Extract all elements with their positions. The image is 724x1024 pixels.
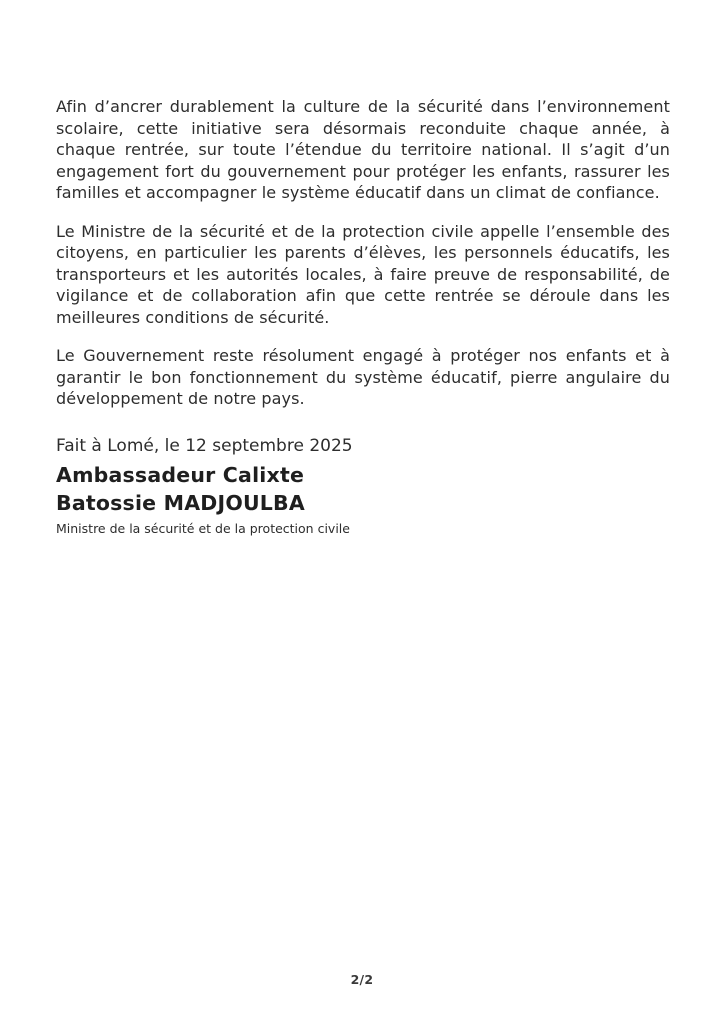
date-place-line: Fait à Lomé, le 12 septembre 2025 [56, 435, 353, 456]
paragraph-commitment: Afin d’ancrer durablement la culture de la sécurité dans l’environnement scolaire, cette initiative sera désormais reconduite chaque année, à chaque rentrée, sur toute l’étendue du territoire national. Il s’agit d’un engagement fort du gouvernement pour protéger les enfants, rassurer les familles et accompagner le système éducatif dans un climat de confiance. [56, 97, 670, 202]
page-number: 2/2 [350, 972, 374, 987]
paragraph-appeal: Le Ministre de la sécurité et de la protection civile appelle l’ensemble des citoyens, en particulier les parents d’élèves, les personnels éducatifs, les transporteurs et les autorités locales, à faire preuve de responsabilité, de vigilance et de collaboration afin que cette rentrée se déroule dans les meilleures conditions de sécurité. [56, 221, 670, 327]
signatory-name-line-1: Ambassadeur Calixte [56, 462, 305, 487]
paragraph-conclusion: Le Gouvernement reste résolument engagé à protéger nos enfants et à garantir le bon fonctionnement du système éducatif, pierre angulaire du développement de notre pays. [56, 346, 670, 408]
signatory-name [56, 461, 670, 517]
signatory-name-line-2: Batossie MADJOULBA [56, 490, 305, 515]
document-content [56, 96, 670, 537]
signatory-title: Ministre de la sécurité et de la protection civile [56, 520, 350, 536]
